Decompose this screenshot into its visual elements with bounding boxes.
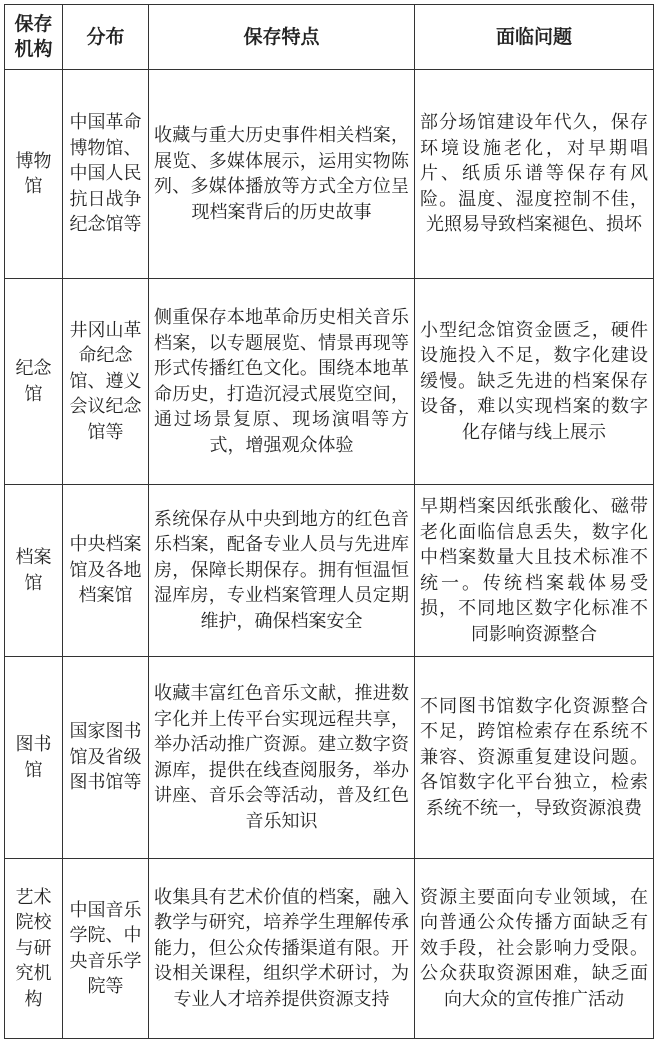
distribution-cell: 中国音乐学院、中央音乐学院等	[63, 859, 149, 1039]
institution-cell: 档案馆	[5, 485, 63, 657]
features-cell: 侧重保存本地革命历史相关音乐档案，以专题展览、情景再现等形式传播红色文化。围绕本地革命历史，打造沉浸式展览空间，通过场景复原、现场演唱等方式，增强观众体验	[149, 279, 415, 485]
features-cell: 系统保存从中央到地方的红色音乐档案，配备专业人员与先进库房，保障长期保存。拥有恒温恒湿库房，专业档案管理人员定期维护，确保档案安全	[149, 485, 415, 657]
header-problems: 面临问题	[415, 5, 654, 70]
table-row	[5, 859, 654, 1039]
institution-cell: 艺术院校与研究机构	[5, 859, 63, 1039]
problems-cell: 早期档案因纸张酸化、磁带老化面临信息丢失，数字化中档案数量大且技术标准不统一。传统档案载体易受损，不同地区数字化标准不同影响资源整合	[415, 485, 654, 657]
distribution-cell: 井冈山革命纪念馆、遵义会议纪念馆等	[63, 279, 149, 485]
table-row	[5, 657, 654, 859]
problems-cell: 不同图书馆数字化资源整合不足，跨馆检索存在系统不兼容、资源重复建设问题。各馆数字化平台独立，检索系统不统一，导致资源浪费	[415, 657, 654, 859]
table-header-row	[5, 5, 654, 70]
problems-cell: 部分场馆建设年代久，保存环境设施老化，对早期唱片、纸质乐谱等保存有风险。温度、湿度控制不佳，光照易导致档案褪色、损坏	[415, 70, 654, 279]
problems-cell: 资源主要面向专业领域，在向普通公众传播方面缺乏有效手段，社会影响力受限。公众获取资源困难，缺乏面向大众的宣传推广活动	[415, 859, 654, 1039]
header-distribution: 分布	[63, 5, 149, 70]
table-row	[5, 485, 654, 657]
features-cell: 收集具有艺术价值的档案，融入教学与研究，培养学生理解传承能力，但公众传播渠道有限。开设相关课程，组织学术研讨，为专业人才培养提供资源支持	[149, 859, 415, 1039]
features-cell: 收藏与重大历史事件相关档案，展览、多媒体展示，运用实物陈列、多媒体播放等方式全方位呈现档案背后的历史故事	[149, 70, 415, 279]
header-features: 保存特点	[149, 5, 415, 70]
table-row	[5, 70, 654, 279]
archive-comparison-table	[4, 4, 654, 1039]
table-row	[5, 279, 654, 485]
institution-cell: 图书馆	[5, 657, 63, 859]
institution-cell: 纪念馆	[5, 279, 63, 485]
distribution-cell: 中国革命博物馆、中国人民抗日战争纪念馆等	[63, 70, 149, 279]
distribution-cell: 中央档案馆及各地档案馆	[63, 485, 149, 657]
distribution-cell: 国家图书馆及省级图书馆等	[63, 657, 149, 859]
problems-cell: 小型纪念馆资金匮乏，硬件设施投入不足，数字化建设缓慢。缺乏先进的档案保存设备，难以实现档案的数字化存储与线上展示	[415, 279, 654, 485]
institution-cell: 博物馆	[5, 70, 63, 279]
header-institution: 保存机构	[5, 5, 63, 70]
features-cell: 收藏丰富红色音乐文献，推进数字化并上传平台实现远程共享，举办活动推广资源。建立数字资源库，提供在线查阅服务，举办讲座、音乐会等活动，普及红色音乐知识	[149, 657, 415, 859]
